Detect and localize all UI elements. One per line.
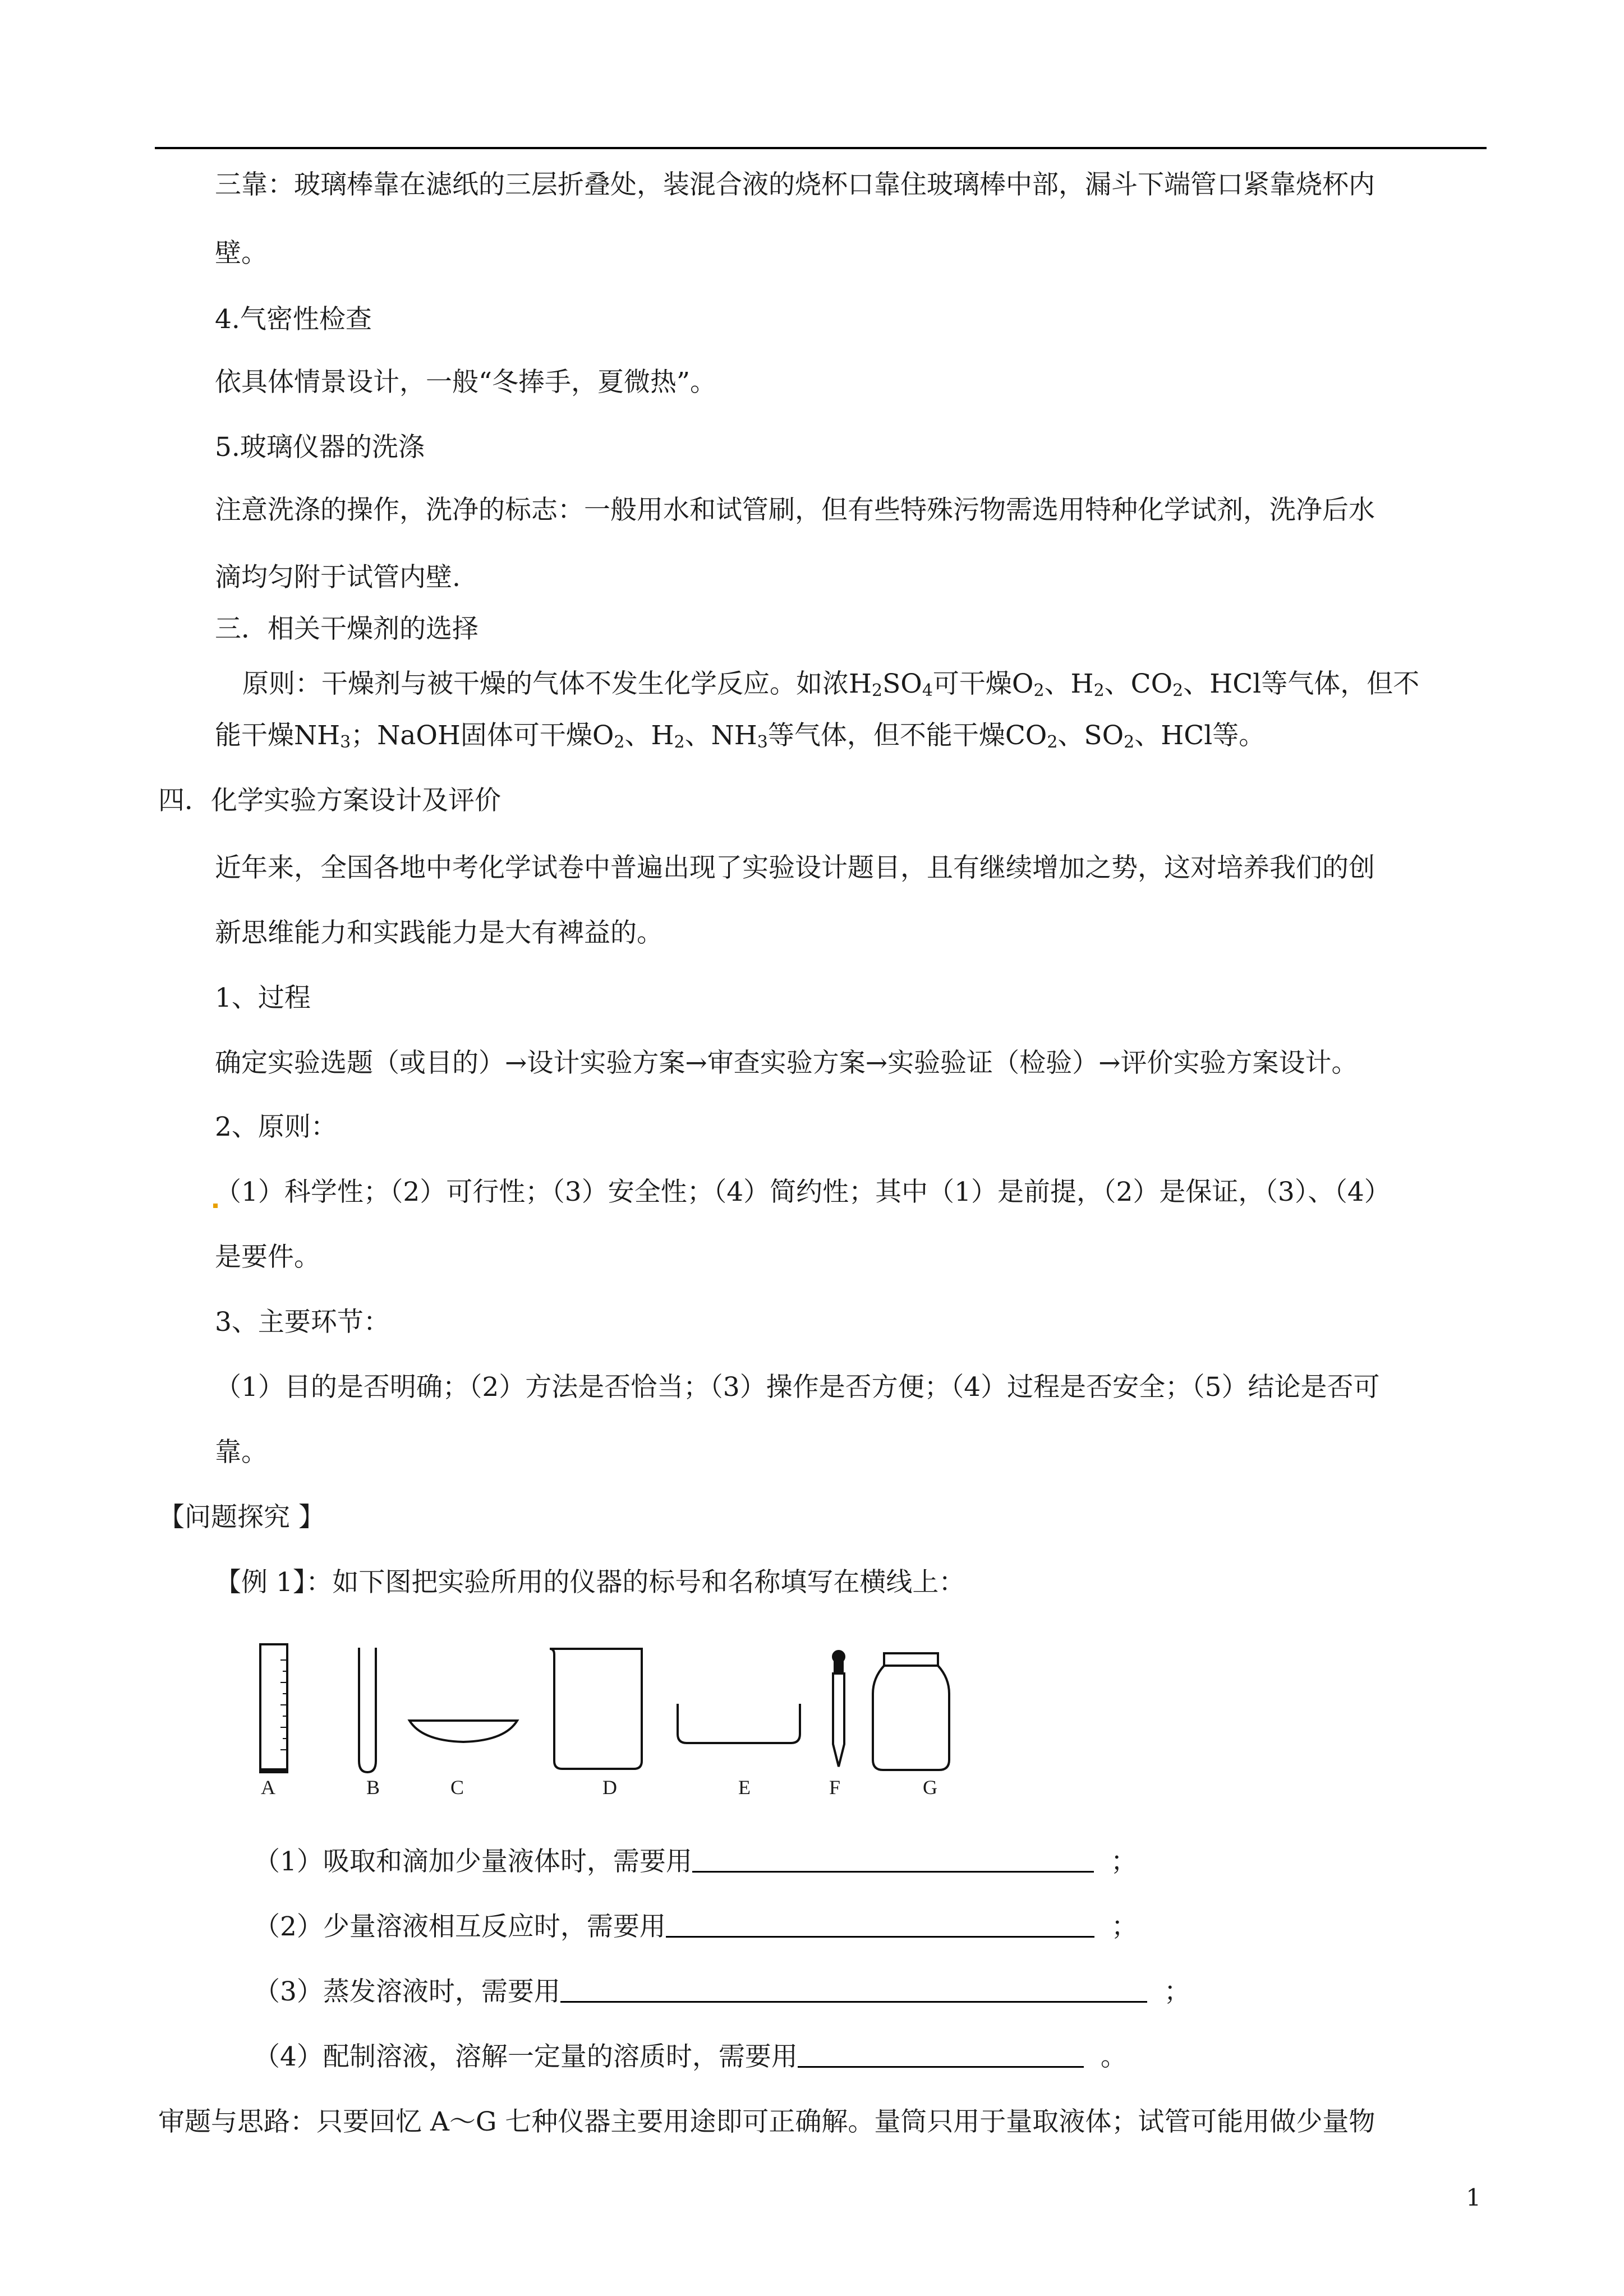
desiccant-principle-line: 能干燥$NH_3$；NaOH固体可干燥$O_2$、$H_2$、$NH_3$等气体，但不能干燥$CO_2$、$SO_2$、HCl等。 — [215, 720, 1266, 752]
section-heading: 4.气密性检查 — [215, 304, 372, 335]
example-prompt: 【例 1】：如下图把实验所用的仪器的标号和名称填写在横线上： — [215, 1567, 965, 1598]
question-line: （4）配制溶液，溶解一定量的溶质时，需要用 。 — [254, 2041, 1127, 2072]
dropper-icon — [833, 1651, 844, 1767]
text-line: 依具体情景设计，一般“冬捧手，夏微热”。 — [215, 367, 717, 398]
text-line: 三靠：玻璃棒靠在滤纸的三层折叠处，装混合液的烧杯口靠住玻璃棒中部，漏斗下端管口紧靠烧杯内 — [215, 169, 1375, 200]
evaporating-dish-icon — [410, 1721, 517, 1742]
section-heading: 1、过程 — [215, 983, 311, 1013]
graduated-cylinder-icon — [260, 1644, 287, 1772]
text-line: 靠。 — [215, 1437, 268, 1468]
text-line: 是要件。 — [215, 1242, 320, 1273]
apparatus-label: B — [366, 1776, 380, 1799]
section-heading: 3、主要环节： — [215, 1307, 390, 1338]
answer-blank[interactable] — [560, 1979, 1147, 2003]
text-line: 新思维能力和实践能力是大有裨益的。 — [215, 918, 663, 948]
analysis-line: 审题与思路：只要回忆 A～G 七种仪器主要用途即可正确解。量筒只用于量取液体；试管可能用做少量物 — [158, 2106, 1375, 2137]
question-line: （2）少量溶液相互反应时，需要用 ； — [254, 1911, 1138, 1942]
section-heading: 【问题探究 】 — [158, 1502, 325, 1533]
page-number: 1 — [1466, 2184, 1481, 2211]
text-line: 近年来，全国各地中考化学试卷中普遍出现了实验设计题目，且有继续增加之势，这对培养我们的创 — [215, 852, 1375, 883]
gas-jar-icon — [873, 1653, 949, 1770]
section-heading: 三．相关干燥剂的选择 — [215, 614, 479, 644]
text-line: 确定实验选题（或目的）→设计实验方案→审查实验方案→实验验证（检验）→评价实验方案设计。 — [215, 1048, 1358, 1078]
apparatus-label: F — [829, 1776, 841, 1799]
apparatus-figure — [241, 1638, 993, 1778]
apparatus-label: D — [602, 1776, 617, 1799]
text-line: 滴均匀附于试管内壁. — [215, 562, 461, 593]
answer-blank[interactable] — [798, 2044, 1084, 2068]
desiccant-principle-line: 原则：干燥剂与被干燥的气体不发生化学反应。如浓$H_2SO_4$可干燥$O_2$、$H_2$、$CO_2$、HCl等气体，但不 — [242, 668, 1420, 700]
answer-blank[interactable] — [692, 1848, 1094, 1873]
apparatus-label: E — [738, 1776, 751, 1799]
section-heading: 2、原则： — [215, 1112, 337, 1142]
section-heading: 四．化学实验方案设计及评价 — [158, 785, 501, 816]
beaker-icon — [550, 1649, 642, 1769]
header-rule — [155, 147, 1487, 149]
text-line: 壁。 — [215, 238, 268, 269]
section-heading: 5.玻璃仪器的洗涤 — [215, 432, 425, 463]
test-tube-icon — [359, 1648, 376, 1772]
apparatus-label: C — [450, 1776, 464, 1799]
text-line: 注意洗涤的操作，洗净的标志：一般用水和试管刷，但有些特殊污物需选用特种化学试剂，洗净后水 — [215, 495, 1375, 525]
question-line: （3）蒸发溶液时，需要用 ； — [254, 1976, 1190, 2007]
trough-icon — [678, 1704, 800, 1743]
apparatus-label: A — [261, 1776, 275, 1799]
answer-blank[interactable] — [666, 1914, 1094, 1938]
question-line: （1）吸取和滴加少量液体时，需要用 ； — [254, 1846, 1137, 1877]
text-line: （1）科学性；（2）可行性；（3）安全性；（4）简约性；其中（1）是前提，（2）是保证，（3）、（4） — [215, 1177, 1391, 1207]
apparatus-label: G — [923, 1776, 937, 1799]
text-line: （1）目的是否明确；（2）方法是否恰当；（3）操作是否方便；（4）过程是否安全；（5）结论是否可 — [215, 1372, 1380, 1403]
